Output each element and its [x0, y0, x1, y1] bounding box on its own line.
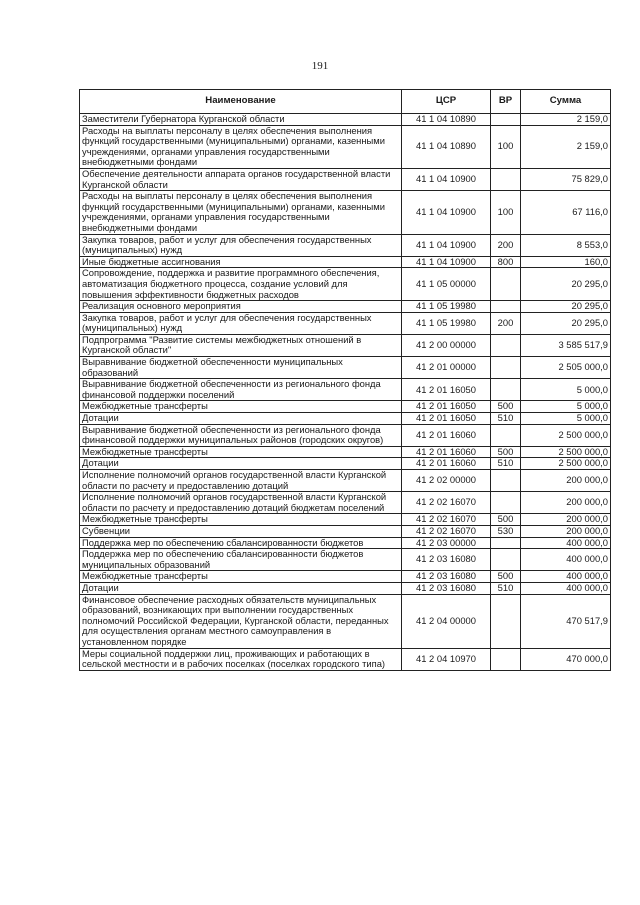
row-csr-cell: 41 1 04 10900: [402, 191, 491, 234]
row-csr-cell: 41 2 01 16060: [402, 424, 491, 446]
row-csr-cell: 41 2 01 16050: [402, 379, 491, 401]
row-sum-cell: 2 159,0: [521, 125, 611, 168]
row-vr-cell: 800: [491, 256, 521, 268]
row-sum-cell: 75 829,0: [521, 168, 611, 190]
row-name-cell: Выравнивание бюджетной обеспеченности из регионального фонда финансовой поддержки муниципальных районов (городских округов): [80, 424, 402, 446]
table-row: [80, 549, 611, 571]
row-csr-cell: 41 2 02 00000: [402, 470, 491, 492]
row-name-cell: Субвенции: [80, 525, 402, 537]
budget-table: [79, 89, 611, 671]
table-row: [80, 514, 611, 526]
table-row: [80, 492, 611, 514]
row-vr-cell: [491, 424, 521, 446]
table-row: [80, 525, 611, 537]
row-vr-cell: [491, 648, 521, 670]
row-sum-cell: 3 585 517,9: [521, 334, 611, 356]
row-vr-cell: 200: [491, 312, 521, 334]
row-vr-cell: [491, 379, 521, 401]
row-name-cell: Выравнивание бюджетной обеспеченности муниципальных образований: [80, 357, 402, 379]
row-csr-cell: 41 1 04 10890: [402, 125, 491, 168]
row-sum-cell: 8 553,0: [521, 234, 611, 256]
row-name-cell: Дотации: [80, 458, 402, 470]
row-sum-cell: 2 500 000,0: [521, 458, 611, 470]
row-sum-cell: 2 159,0: [521, 114, 611, 126]
row-name-cell: Иные бюджетные ассигнования: [80, 256, 402, 268]
table-row: [80, 413, 611, 425]
row-csr-cell: 41 2 04 10970: [402, 648, 491, 670]
row-sum-cell: 20 295,0: [521, 312, 611, 334]
row-csr-cell: 41 2 01 16060: [402, 458, 491, 470]
row-sum-cell: 20 295,0: [521, 301, 611, 313]
row-sum-cell: 400 000,0: [521, 571, 611, 583]
row-name-cell: Межбюджетные трансферты: [80, 446, 402, 458]
row-name-cell: Исполнение полномочий органов государственной власти Курганской области по расчету и предоставлению дотаций: [80, 470, 402, 492]
row-sum-cell: 5 000,0: [521, 413, 611, 425]
row-name-cell: Расходы на выплаты персоналу в целях обеспечения выполнения функций государственными (муниципальными) органами, казенными учреждениями, органами управления государственными внебюджетными фондами: [80, 191, 402, 234]
row-name-cell: Межбюджетные трансферты: [80, 571, 402, 583]
table-row: [80, 648, 611, 670]
page-number: 191: [311, 60, 329, 72]
row-vr-cell: [491, 594, 521, 648]
row-vr-cell: 100: [491, 191, 521, 234]
table-row: [80, 168, 611, 190]
row-csr-cell: 41 2 00 00000: [402, 334, 491, 356]
row-name-cell: Исполнение полномочий органов государственной власти Курганской области по расчету и предоставлению дотаций бюджетам поселений: [80, 492, 402, 514]
row-name-cell: Подпрограмма "Развитие системы межбюджетных отношений в Курганской области": [80, 334, 402, 356]
row-name-cell: Обеспечение деятельности аппарата органов государственной власти Курганской области: [80, 168, 402, 190]
row-csr-cell: 41 1 04 10900: [402, 168, 491, 190]
row-sum-cell: 2 500 000,0: [521, 446, 611, 458]
row-name-cell: Дотации: [80, 582, 402, 594]
row-name-cell: Заместители Губернатора Курганской области: [80, 114, 402, 126]
table-row: [80, 125, 611, 168]
row-vr-cell: 200: [491, 234, 521, 256]
table-row: [80, 114, 611, 126]
row-vr-cell: [491, 334, 521, 356]
table-row: [80, 256, 611, 268]
row-name-cell: Реализация основного мероприятия: [80, 301, 402, 313]
header-name: Наименование: [80, 90, 402, 114]
table-row: [80, 446, 611, 458]
row-vr-cell: 510: [491, 458, 521, 470]
row-name-cell: Поддержка мер по обеспечению сбалансированности бюджетов: [80, 537, 402, 549]
table-row: [80, 470, 611, 492]
row-vr-cell: [491, 357, 521, 379]
row-vr-cell: 530: [491, 525, 521, 537]
row-vr-cell: [491, 470, 521, 492]
table-row: [80, 234, 611, 256]
row-name-cell: Межбюджетные трансферты: [80, 401, 402, 413]
table-row: [80, 357, 611, 379]
row-csr-cell: 41 1 05 19980: [402, 301, 491, 313]
row-name-cell: Сопровождение, поддержка и развитие программного обеспечения, автоматизация бюджетного процесса, создание условий для повышения эффективности бюджетных расходов: [80, 268, 402, 301]
row-vr-cell: [491, 301, 521, 313]
row-vr-cell: 510: [491, 413, 521, 425]
row-name-cell: Межбюджетные трансферты: [80, 514, 402, 526]
row-vr-cell: [491, 114, 521, 126]
row-sum-cell: 200 000,0: [521, 514, 611, 526]
row-csr-cell: 41 1 05 00000: [402, 268, 491, 301]
row-sum-cell: 2 500 000,0: [521, 424, 611, 446]
row-csr-cell: 41 2 01 16050: [402, 413, 491, 425]
row-name-cell: Закупка товаров, работ и услуг для обеспечения государственных (муниципальных) нужд: [80, 312, 402, 334]
row-csr-cell: 41 2 01 00000: [402, 357, 491, 379]
table-row: [80, 594, 611, 648]
row-vr-cell: 500: [491, 514, 521, 526]
row-sum-cell: 470 000,0: [521, 648, 611, 670]
row-name-cell: Дотации: [80, 413, 402, 425]
row-csr-cell: 41 1 05 19980: [402, 312, 491, 334]
row-csr-cell: 41 1 04 10900: [402, 234, 491, 256]
row-sum-cell: 470 517,9: [521, 594, 611, 648]
row-vr-cell: [491, 268, 521, 301]
row-vr-cell: 510: [491, 582, 521, 594]
row-csr-cell: 41 2 04 00000: [402, 594, 491, 648]
row-vr-cell: [491, 492, 521, 514]
header-csr: ЦСР: [402, 90, 491, 114]
row-name-cell: Меры социальной поддержки лиц, проживающих и работающих в сельской местности и в рабочих поселках (поселках городского типа): [80, 648, 402, 670]
row-vr-cell: 500: [491, 401, 521, 413]
row-csr-cell: 41 2 01 16050: [402, 401, 491, 413]
row-csr-cell: 41 2 02 16070: [402, 525, 491, 537]
table-row: [80, 537, 611, 549]
row-csr-cell: 41 2 03 00000: [402, 537, 491, 549]
table-row: [80, 571, 611, 583]
row-sum-cell: 2 505 000,0: [521, 357, 611, 379]
row-sum-cell: 5 000,0: [521, 379, 611, 401]
table-row: [80, 191, 611, 234]
row-sum-cell: 400 000,0: [521, 537, 611, 549]
header-sum: Сумма: [521, 90, 611, 114]
row-csr-cell: 41 1 04 10890: [402, 114, 491, 126]
row-name-cell: Выравнивание бюджетной обеспеченности из регионального фонда финансовой поддержки поселений: [80, 379, 402, 401]
row-sum-cell: 400 000,0: [521, 549, 611, 571]
row-name-cell: Финансовое обеспечение расходных обязательств муниципальных образований, возникающих при выполнении государственных полномочий Российской Федерации, Курганской области, переданных для осуществления органам местного самоуправления в установленном порядке: [80, 594, 402, 648]
table-row: [80, 301, 611, 313]
table-row: [80, 582, 611, 594]
row-vr-cell: [491, 549, 521, 571]
table-row: [80, 268, 611, 301]
table-header-row: [80, 90, 611, 114]
row-sum-cell: 67 116,0: [521, 191, 611, 234]
table-row: [80, 458, 611, 470]
row-vr-cell: [491, 537, 521, 549]
row-sum-cell: 400 000,0: [521, 582, 611, 594]
header-vr: ВР: [491, 90, 521, 114]
row-csr-cell: 41 2 03 16080: [402, 582, 491, 594]
table-row: [80, 334, 611, 356]
row-sum-cell: 200 000,0: [521, 492, 611, 514]
row-csr-cell: 41 2 02 16070: [402, 514, 491, 526]
row-name-cell: Закупка товаров, работ и услуг для обеспечения государственных (муниципальных) нужд: [80, 234, 402, 256]
row-sum-cell: 20 295,0: [521, 268, 611, 301]
row-sum-cell: 5 000,0: [521, 401, 611, 413]
row-sum-cell: 200 000,0: [521, 525, 611, 537]
row-sum-cell: 160,0: [521, 256, 611, 268]
table-row: [80, 424, 611, 446]
row-csr-cell: 41 1 04 10900: [402, 256, 491, 268]
row-name-cell: Поддержка мер по обеспечению сбалансированности бюджетов муниципальных образований: [80, 549, 402, 571]
table-row: [80, 401, 611, 413]
row-name-cell: Расходы на выплаты персоналу в целях обеспечения выполнения функций государственными (муниципальными) органами, казенными учреждениями, органами управления государственными внебюджетными фондами: [80, 125, 402, 168]
row-vr-cell: 100: [491, 125, 521, 168]
table-body: [80, 114, 611, 671]
table-row: [80, 379, 611, 401]
table-row: [80, 312, 611, 334]
row-sum-cell: 200 000,0: [521, 470, 611, 492]
row-vr-cell: [491, 168, 521, 190]
row-vr-cell: 500: [491, 446, 521, 458]
row-csr-cell: 41 2 02 16070: [402, 492, 491, 514]
row-vr-cell: 500: [491, 571, 521, 583]
row-csr-cell: 41 2 01 16060: [402, 446, 491, 458]
row-csr-cell: 41 2 03 16080: [402, 571, 491, 583]
row-csr-cell: 41 2 03 16080: [402, 549, 491, 571]
